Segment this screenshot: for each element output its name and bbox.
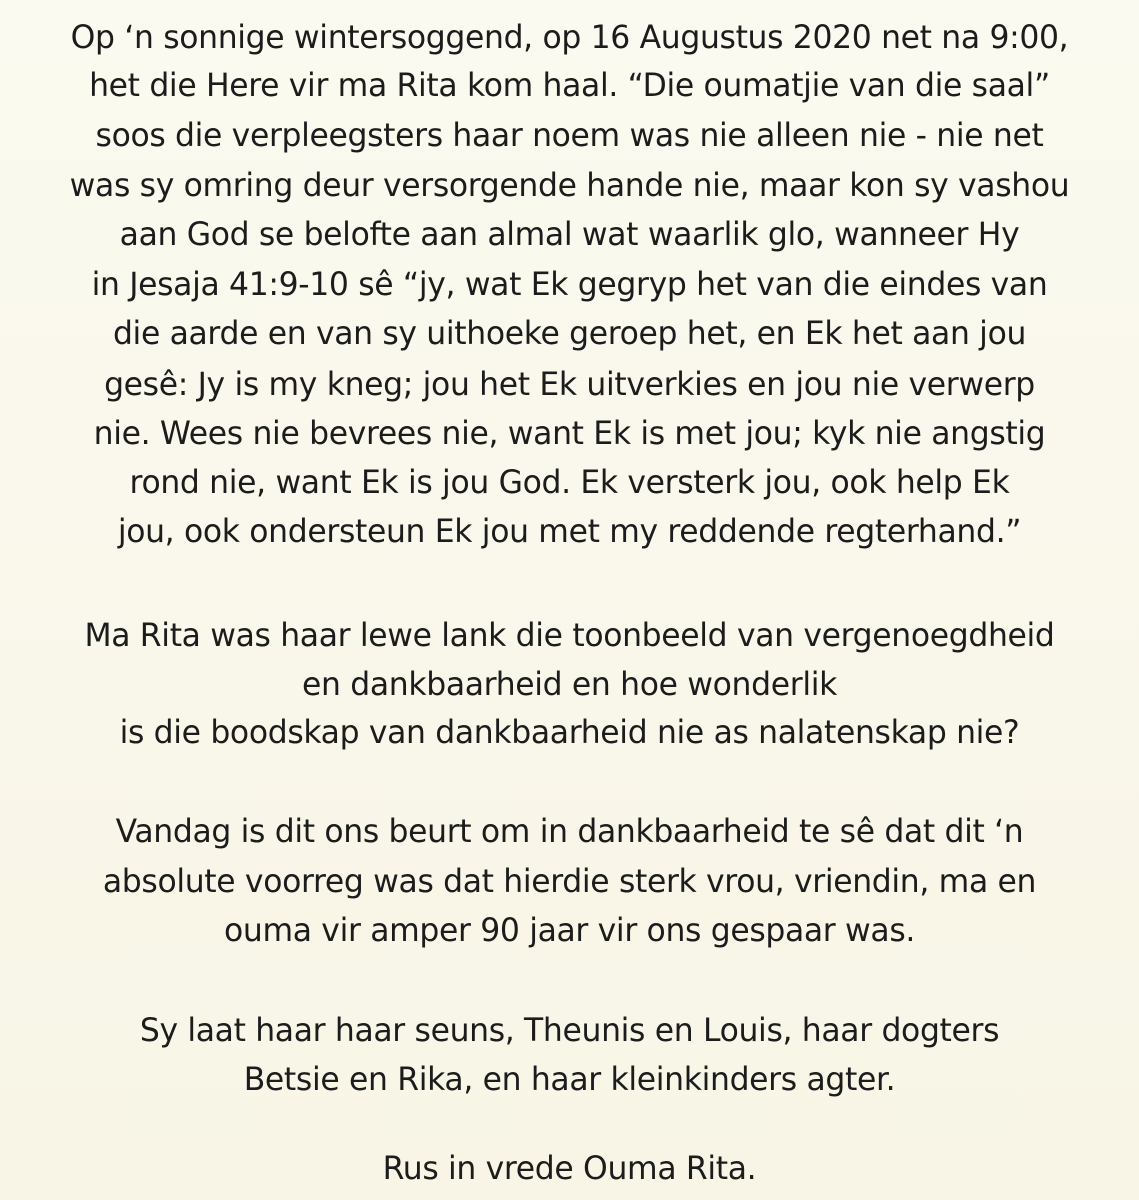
paragraph-1-line-2: het die Here vir ma Rita kom haal. “Die oumatjie van die saal” (89, 66, 1050, 104)
paragraph-2-line-3: is die boodskap van dankbaarheid nie as nalatenskap nie? (119, 713, 1020, 751)
paragraph-1-line-9: nie. Wees nie bevrees nie, want Ek is met jou; kyk nie angstig (93, 414, 1046, 452)
paragraph-3-line-1: Vandag is dit ons beurt om in dankbaarheid te sê dat dit ‘n (115, 812, 1024, 850)
paragraph-1-line-7: die aarde en van sy uithoeke geroep het, en Ek het aan jou (112, 314, 1027, 352)
paragraph-1-line-10: rond nie, want Ek is jou God. Ek versterk jou, ook help Ek (129, 463, 1010, 501)
paragraph-4-line-1: Sy laat haar haar seuns, Theunis en Louis, haar dogters (139, 1011, 1000, 1049)
closing-line: Rus in vrede Ouma Rita. (382, 1149, 757, 1187)
paragraph-3-line-3: ouma vir amper 90 jaar vir ons gespaar was. (223, 911, 916, 949)
paragraph-1-line-11: jou, ook ondersteun Ek jou met my reddende regterhand.” (117, 512, 1022, 550)
paragraph-1-line-3: soos die verpleegsters haar noem was nie alleen nie - nie net (95, 116, 1044, 154)
paragraph-3-line-2: absolute voorreg was dat hierdie sterk vrou, vriendin, ma en (102, 862, 1037, 900)
paragraph-1-line-4: was sy omring deur versorgende hande nie, maar kon sy vashou (69, 166, 1070, 204)
paragraph-1-line-8: gesê: Jy is my kneg; jou het Ek uitverkies en jou nie verwerp (104, 365, 1035, 403)
paragraph-2-line-1: Ma Rita was haar lewe lank die toonbeeld van vergenoegdheid (84, 616, 1055, 654)
paragraph-1-line-6: in Jesaja 41:9-10 sê “jy, wat Ek gegryp het van die eindes van (91, 265, 1048, 303)
paragraph-1-line-5: aan God se belofte aan almal wat waarlik glo, wanneer Hy (119, 215, 1020, 253)
paragraph-1-line-1: Op ‘n sonnige wintersoggend, op 16 Augustus 2020 net na 9:00, (70, 18, 1069, 56)
paragraph-4-line-2: Betsie en Rika, en haar kleinkinders agter. (243, 1060, 896, 1098)
paragraph-2-line-2: en dankbaarheid en hoe wonderlik (302, 665, 837, 703)
